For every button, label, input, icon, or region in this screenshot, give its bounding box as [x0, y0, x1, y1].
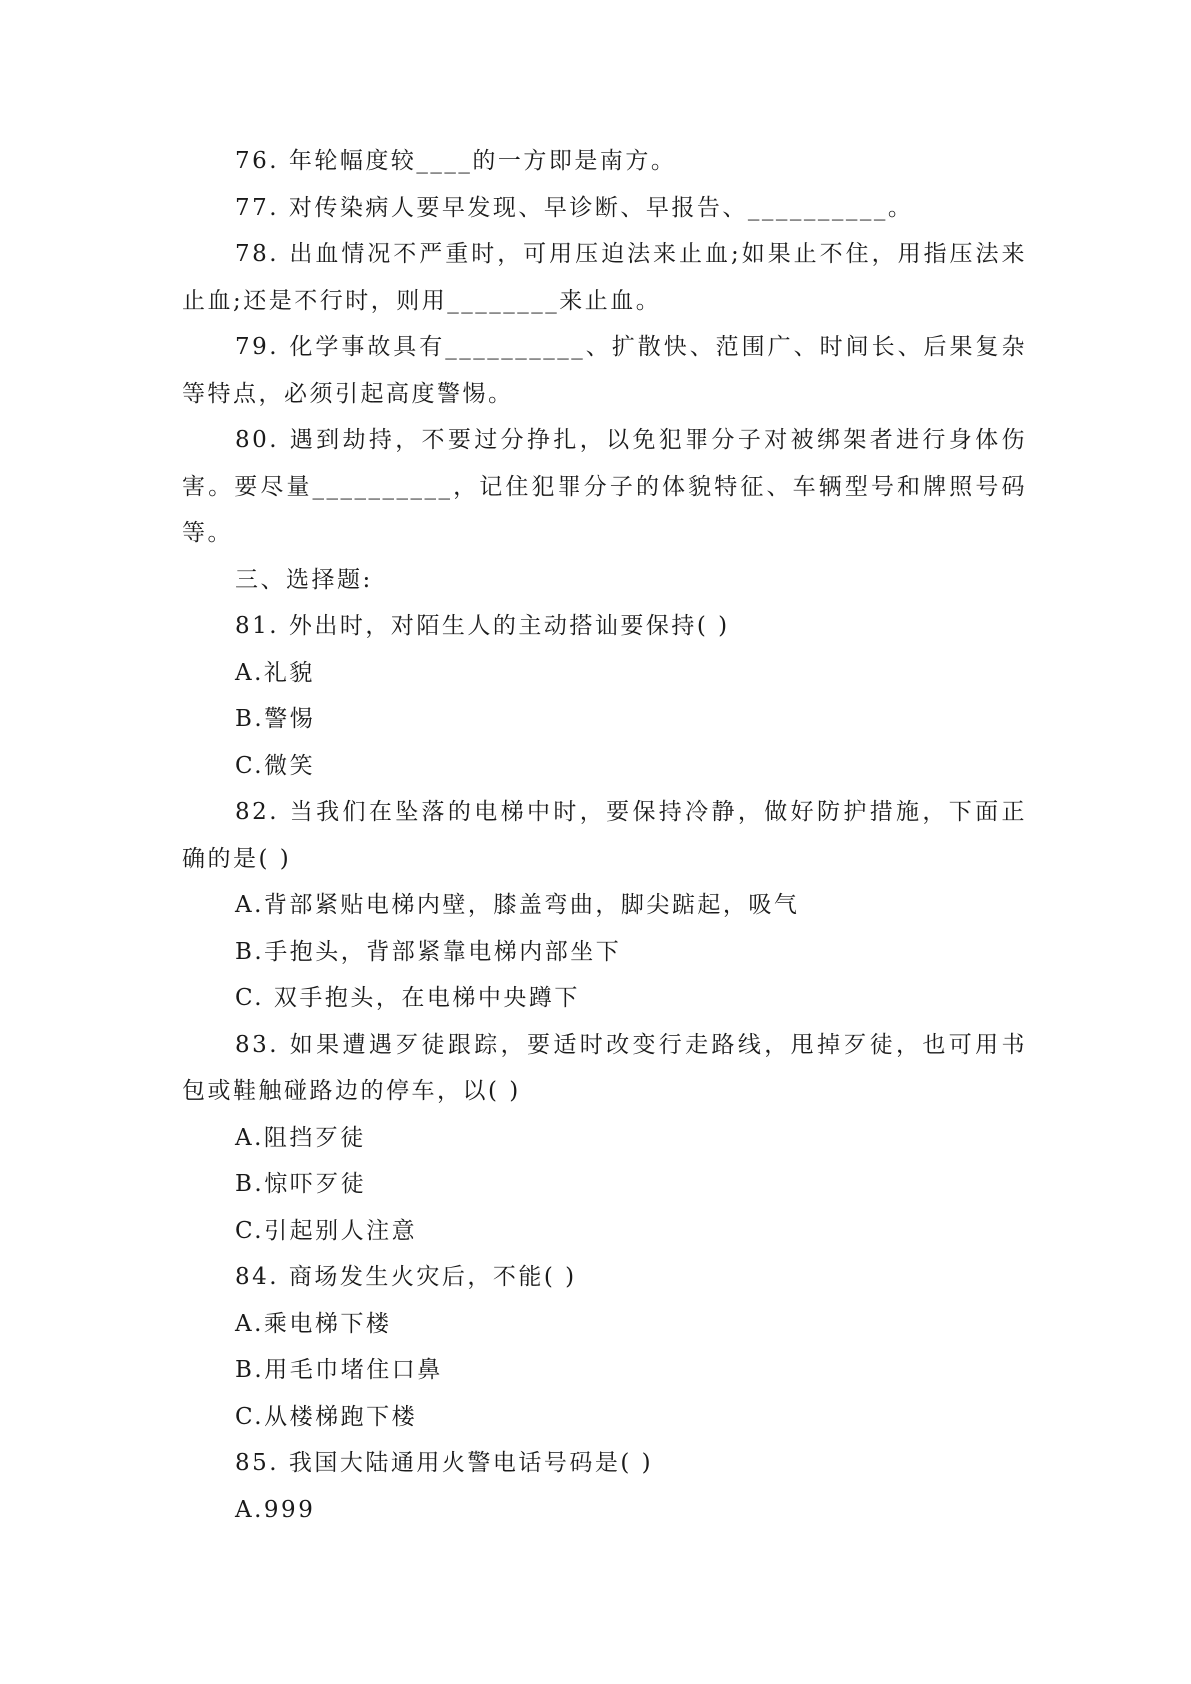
question-83-option-b: B.惊吓歹徒	[235, 1171, 367, 1197]
fill-in-question-77: 77. 对传染病人要早发现、早诊断、早报告、__________。	[235, 194, 914, 221]
question-82-option-b: B.手抱头，背部紧靠电梯内部坐下	[235, 938, 622, 965]
fill-in-question-78: 78. 出血情况不严重时，可用压迫法来止血;如果止不住，用指压法来止血;还是不行时，则用________来止血。	[182, 241, 1027, 314]
question-84-option-c: C.从楼梯跑下楼	[235, 1403, 418, 1430]
question-82-option-a: A.背部紧贴电梯内壁，膝盖弯曲，脚尖踮起，吸气	[235, 892, 800, 918]
question-81-option-b: B.警惕	[235, 706, 316, 732]
question-84-stem: 84. 商场发生火灾后，不能( )	[235, 1264, 577, 1290]
fill-in-question-76: 76. 年轮幅度较____的一方即是南方。	[235, 148, 677, 174]
question-84-option-b: B.用毛巾堵住口鼻	[235, 1357, 443, 1383]
question-82-option-c: C. 双手抱头，在电梯中央蹲下	[235, 985, 580, 1011]
question-84-option-a: A.乘电梯下楼	[235, 1310, 392, 1337]
question-81-option-a: A.礼貌	[235, 659, 315, 686]
fill-in-question-80: 80. 遇到劫持，不要过分挣扎，以免犯罪分子对被绑架者进行身体伤害。要尽量__________，记住犯罪分子的体貌特征、车辆型号和牌照号码等。	[182, 427, 1027, 546]
section-title: 三、选择题:	[235, 566, 373, 593]
question-85-stem: 85. 我国大陆通用火警电话号码是( )	[235, 1450, 654, 1476]
fill-in-question-79: 79. 化学事故具有__________、扩散快、范围广、时间长、后果复杂等特点，必须引起高度警惕。	[182, 334, 1027, 407]
question-83-option-a: A.阻挡歹徒	[235, 1124, 366, 1151]
question-85-option-a: A.999	[235, 1496, 316, 1523]
question-81-option-c: C.微笑	[235, 752, 316, 779]
question-83-option-c: C.引起别人注意	[235, 1217, 418, 1244]
question-83-stem: 83. 如果遭遇歹徒跟踪，要适时改变行走路线，甩掉歹徒，也可用书包或鞋触碰路边的停车，以( )	[182, 1031, 1027, 1104]
question-82-stem: 82. 当我们在坠落的电梯中时，要保持冷静，做好防护措施，下面正确的是( )	[182, 799, 1027, 872]
question-81-stem: 81. 外出时，对陌生人的主动搭讪要保持( )	[235, 613, 730, 639]
